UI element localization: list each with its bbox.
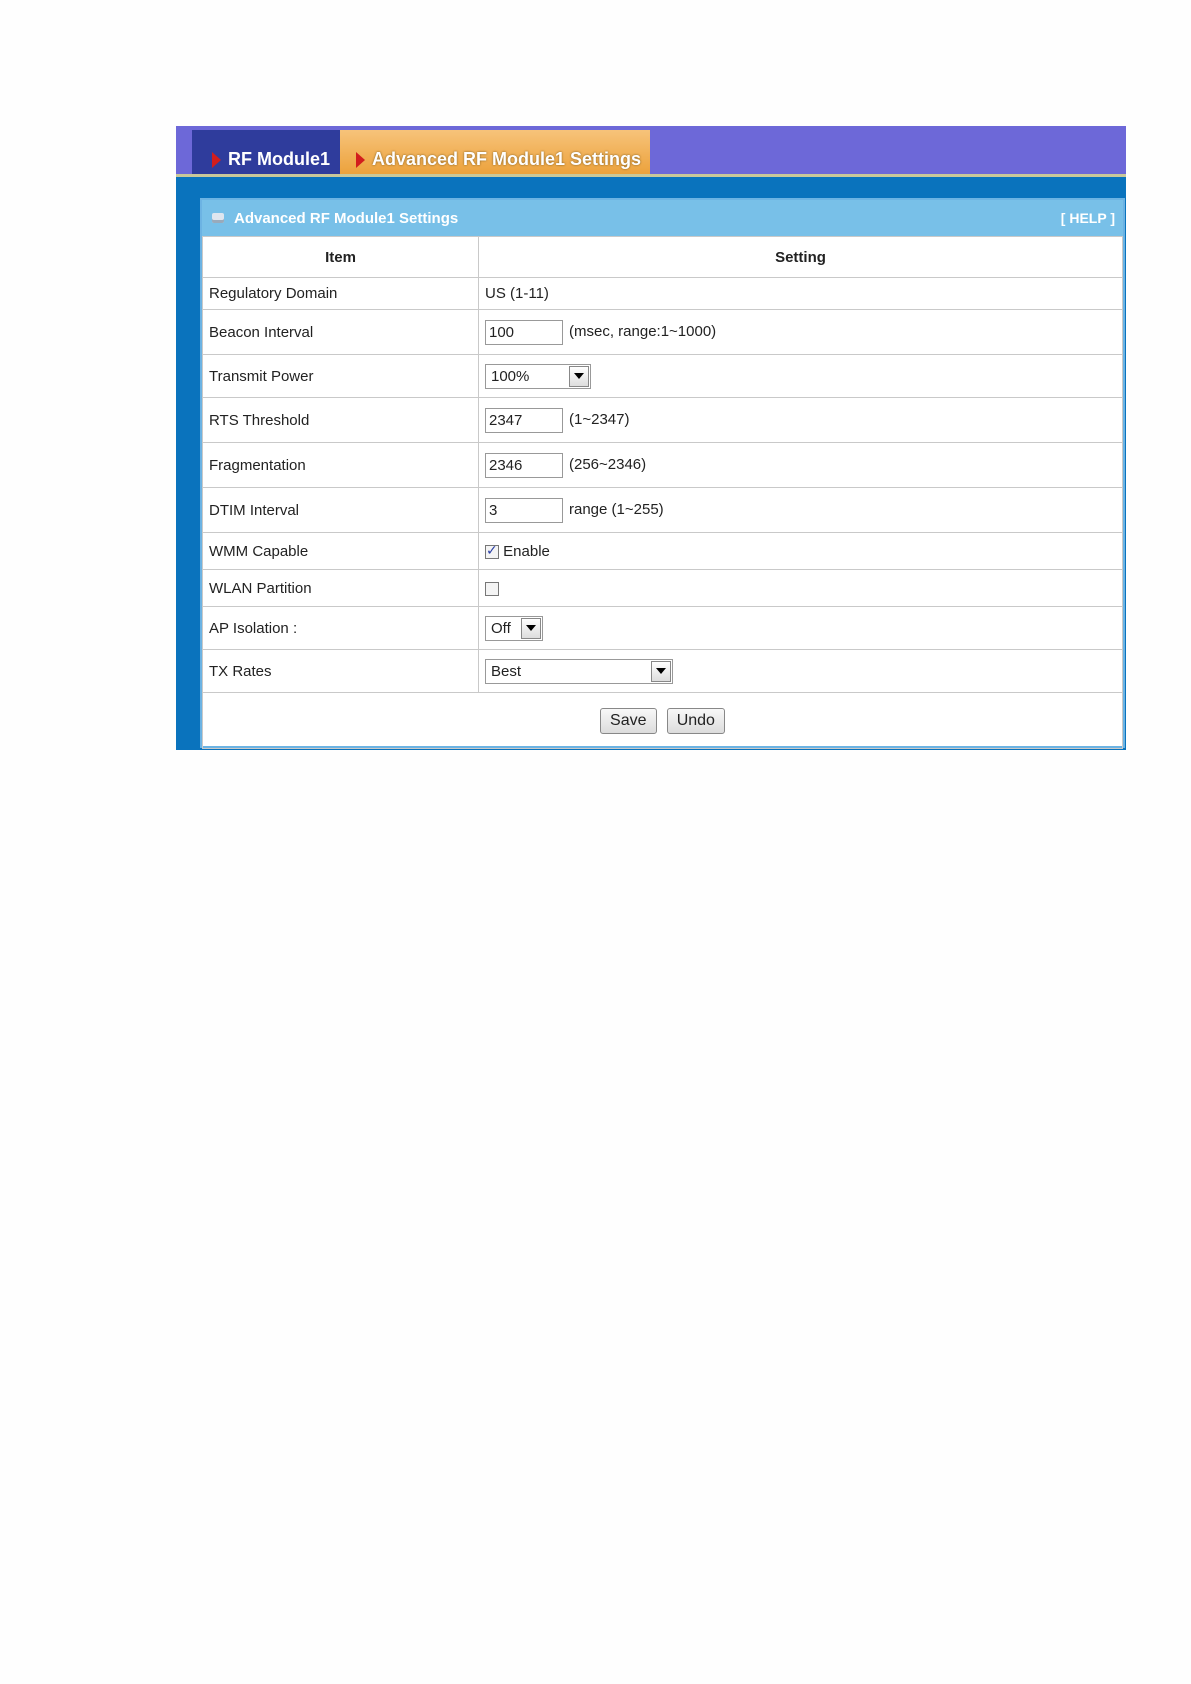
help-link[interactable]: [ HELP ] [1060,210,1115,226]
panel-title: Advanced RF Module1 Settings [234,209,459,227]
column-header-item: Item [203,237,479,278]
regulatory-domain-value: US (1-11) [479,278,1123,310]
table-row [203,650,1123,693]
wmm-capable-enable-label: Enable [503,542,550,560]
table-row [203,488,1123,533]
rts-threshold-input[interactable]: 2347 [485,408,563,433]
button-row [203,693,1123,749]
wmm-capable-checkbox[interactable] [485,545,499,559]
chevron-down-icon[interactable] [569,366,589,387]
wlan-partition-label: WLAN Partition [203,570,479,607]
undo-button[interactable]: Undo [667,708,725,734]
table-row [203,310,1123,355]
beacon-interval-hint: (msec, range:1~1000) [569,322,717,340]
dtim-interval-hint: range (1~255) [569,500,664,518]
tab-arrow-icon [356,152,365,168]
panel-bullet-icon [212,213,224,223]
tx-rates-label: TX Rates [203,650,479,693]
ap-isolation-label: AP Isolation : [203,607,479,650]
fragmentation-input[interactable]: 2346 [485,453,563,478]
column-header-setting: Setting [479,237,1123,278]
chevron-down-icon[interactable] [521,618,541,639]
beacon-interval-label: Beacon Interval [203,310,479,355]
tab-arrow-icon [212,152,221,168]
table-row [203,355,1123,398]
tab-bar [176,126,1126,177]
fragmentation-label: Fragmentation [203,443,479,488]
tab-label: RF Module1 [228,149,330,169]
ap-isolation-value: Off [491,619,511,637]
ap-isolation-select[interactable] [485,616,543,641]
transmit-power-value: 100% [491,367,530,385]
dtim-interval-label: DTIM Interval [203,488,479,533]
settings-panel [200,198,1125,748]
tx-rates-select[interactable] [485,659,673,684]
wmm-capable-label: WMM Capable [203,533,479,570]
tab-label: Advanced RF Module1 Settings [372,149,642,169]
chevron-down-icon[interactable] [651,661,671,682]
beacon-interval-input[interactable]: 100 [485,320,563,345]
save-button[interactable]: Save [600,708,656,734]
regulatory-domain-label: Regulatory Domain [203,278,479,310]
table-row [203,398,1123,443]
fragmentation-hint: (256~2346) [569,455,647,473]
panel-header [202,200,1123,236]
rts-threshold-hint: (1~2347) [569,410,630,428]
table-row [203,278,1123,310]
tab-rf-module1[interactable] [192,130,340,174]
tab-advanced-rf-module1-settings[interactable] [340,130,650,174]
transmit-power-select[interactable] [485,364,591,389]
rts-threshold-label: RTS Threshold [203,398,479,443]
router-config-frame [176,126,1126,750]
tx-rates-value: Best [491,662,522,680]
table-row [203,607,1123,650]
transmit-power-label: Transmit Power [203,355,479,398]
table-row [203,570,1123,607]
table-row [203,533,1123,570]
dtim-interval-input[interactable]: 3 [485,498,563,523]
wlan-partition-checkbox[interactable] [485,582,499,596]
settings-table [202,236,1123,749]
table-row [203,443,1123,488]
